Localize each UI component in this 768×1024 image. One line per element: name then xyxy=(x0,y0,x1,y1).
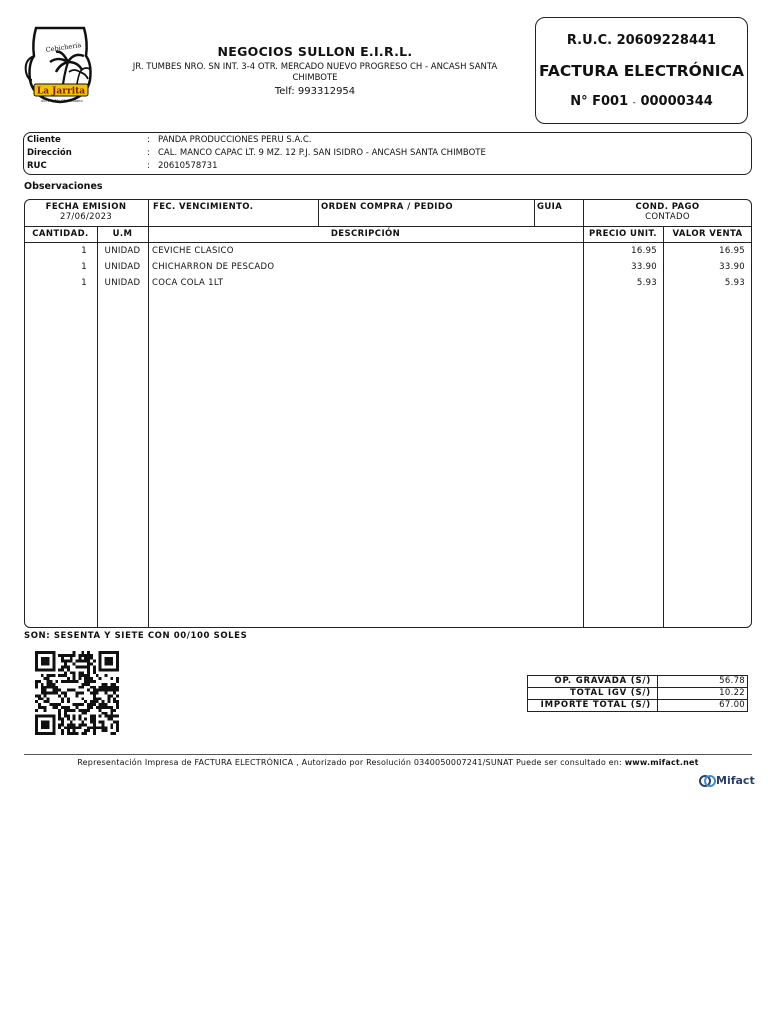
address-line-2: CHIMBOTE xyxy=(292,73,338,83)
logo-top-text: Cebichería xyxy=(45,41,82,54)
client-ruc-value: 20610578731 xyxy=(158,161,218,171)
table-row xyxy=(24,262,752,275)
item-value: 16.95 xyxy=(719,246,745,256)
fecha-emision-label: FECHA EMISION xyxy=(45,202,127,212)
item-value: 5.93 xyxy=(724,278,745,288)
cond-pago-value: CONTADO xyxy=(645,212,690,222)
address-label: Dirección xyxy=(27,148,72,158)
item-um: UNIDAD xyxy=(104,262,141,272)
observations-label: Observaciones xyxy=(24,181,103,192)
company-address xyxy=(105,62,525,84)
importe-total-label: IMPORTE TOTAL (S/) xyxy=(540,700,651,710)
document-number-separator: - xyxy=(632,98,636,108)
company-logo xyxy=(22,22,98,106)
item-qty: 1 xyxy=(81,278,87,288)
client-ruc-label: RUC xyxy=(27,161,47,171)
item-unit-price: 5.93 xyxy=(636,278,657,288)
item-qty: 1 xyxy=(81,262,87,272)
table-divider xyxy=(148,199,149,226)
table-divider xyxy=(318,199,319,226)
table-row xyxy=(24,246,752,259)
op-gravada-label: OP. GRAVADA (S/) xyxy=(554,676,651,686)
client-ruc-colon: : xyxy=(147,161,150,171)
address-value: CAL. MANCO CAPAC LT. 9 MZ. 12 P.J. SAN ISIDRO - ANCASH SANTA CHIMBOTE xyxy=(158,148,486,158)
fecha-emision-value: 27/06/2023 xyxy=(60,212,112,222)
guia-label: GUIA xyxy=(537,202,563,212)
col-precio-unit: PRECIO UNIT. xyxy=(589,229,657,239)
col-cantidad: CANTIDAD. xyxy=(32,229,89,239)
qr-code xyxy=(33,651,121,735)
mifact-icon xyxy=(699,773,716,789)
table-divider xyxy=(24,242,752,243)
footer-link[interactable]: www.mifact.net xyxy=(624,758,699,767)
amount-in-words: SON: SESENTA Y SIETE CON 00/100 SOLES xyxy=(24,631,248,641)
op-gravada-value: 56.78 xyxy=(719,676,745,686)
item-qty: 1 xyxy=(81,246,87,256)
item-value: 33.90 xyxy=(719,262,745,272)
document-number xyxy=(535,94,748,109)
client-value: PANDA PRODUCCIONES PERU S.A.C. xyxy=(158,135,312,145)
logo-tagline-text: del Pueblo Chimbotano xyxy=(41,99,83,103)
total-igv-value: 10.22 xyxy=(719,688,745,698)
item-description: CHICHARRON DE PESCADO xyxy=(152,262,275,272)
item-unit-price: 16.95 xyxy=(631,246,657,256)
document-type: FACTURA ELECTRÓNICA xyxy=(539,62,744,80)
table-row xyxy=(24,278,752,291)
address-colon: : xyxy=(147,148,150,158)
footer-legal-text xyxy=(24,758,752,767)
document-series: N° F001 xyxy=(570,94,629,109)
company-phone: Telf: 993312954 xyxy=(274,86,356,97)
item-um: UNIDAD xyxy=(104,246,141,256)
orden-compra-label: ORDEN COMPRA / PEDIDO xyxy=(321,202,453,212)
ruc-number: R.U.C. 20609228441 xyxy=(566,33,717,48)
address-line-1: JR. TUMBES NRO. SN INT. 3-4 OTR. MERCADO NUEVO PROGRESO CH - ANCASH SANTA xyxy=(132,62,498,72)
item-description: CEVICHE CLASICO xyxy=(152,246,234,256)
cond-pago-label: COND. PAGO xyxy=(635,202,700,212)
col-valor-venta: VALOR VENTA xyxy=(672,229,743,239)
company-name: NEGOCIOS SULLON E.I.R.L. xyxy=(217,44,413,59)
table-divider xyxy=(534,199,535,226)
logo-brand-text: La Jarrita xyxy=(36,86,86,97)
importe-total-value: 67.00 xyxy=(719,700,745,710)
mifact-brand: Mifact xyxy=(716,774,755,787)
col-um: U.M xyxy=(112,229,133,239)
fec-vencimiento-label: FEC. VENCIMIENTO. xyxy=(153,202,254,212)
item-description: COCA COLA 1LT xyxy=(152,278,224,288)
table-divider xyxy=(24,226,752,227)
document-correlative: 00000344 xyxy=(640,94,713,109)
client-label: Cliente xyxy=(27,135,61,145)
item-unit-price: 33.90 xyxy=(631,262,657,272)
item-um: UNIDAD xyxy=(104,278,141,288)
footer-text: Representación Impresa de FACTURA ELECTRÓNICA , Autorizado por Resolución 0340050007241/SUNAT Puede ser consultado en: xyxy=(77,758,625,767)
col-descripcion: DESCRIPCIÓN xyxy=(330,229,401,239)
footer-divider xyxy=(24,754,752,755)
total-igv-label: TOTAL IGV (S/) xyxy=(570,688,651,698)
client-colon: : xyxy=(147,135,150,145)
